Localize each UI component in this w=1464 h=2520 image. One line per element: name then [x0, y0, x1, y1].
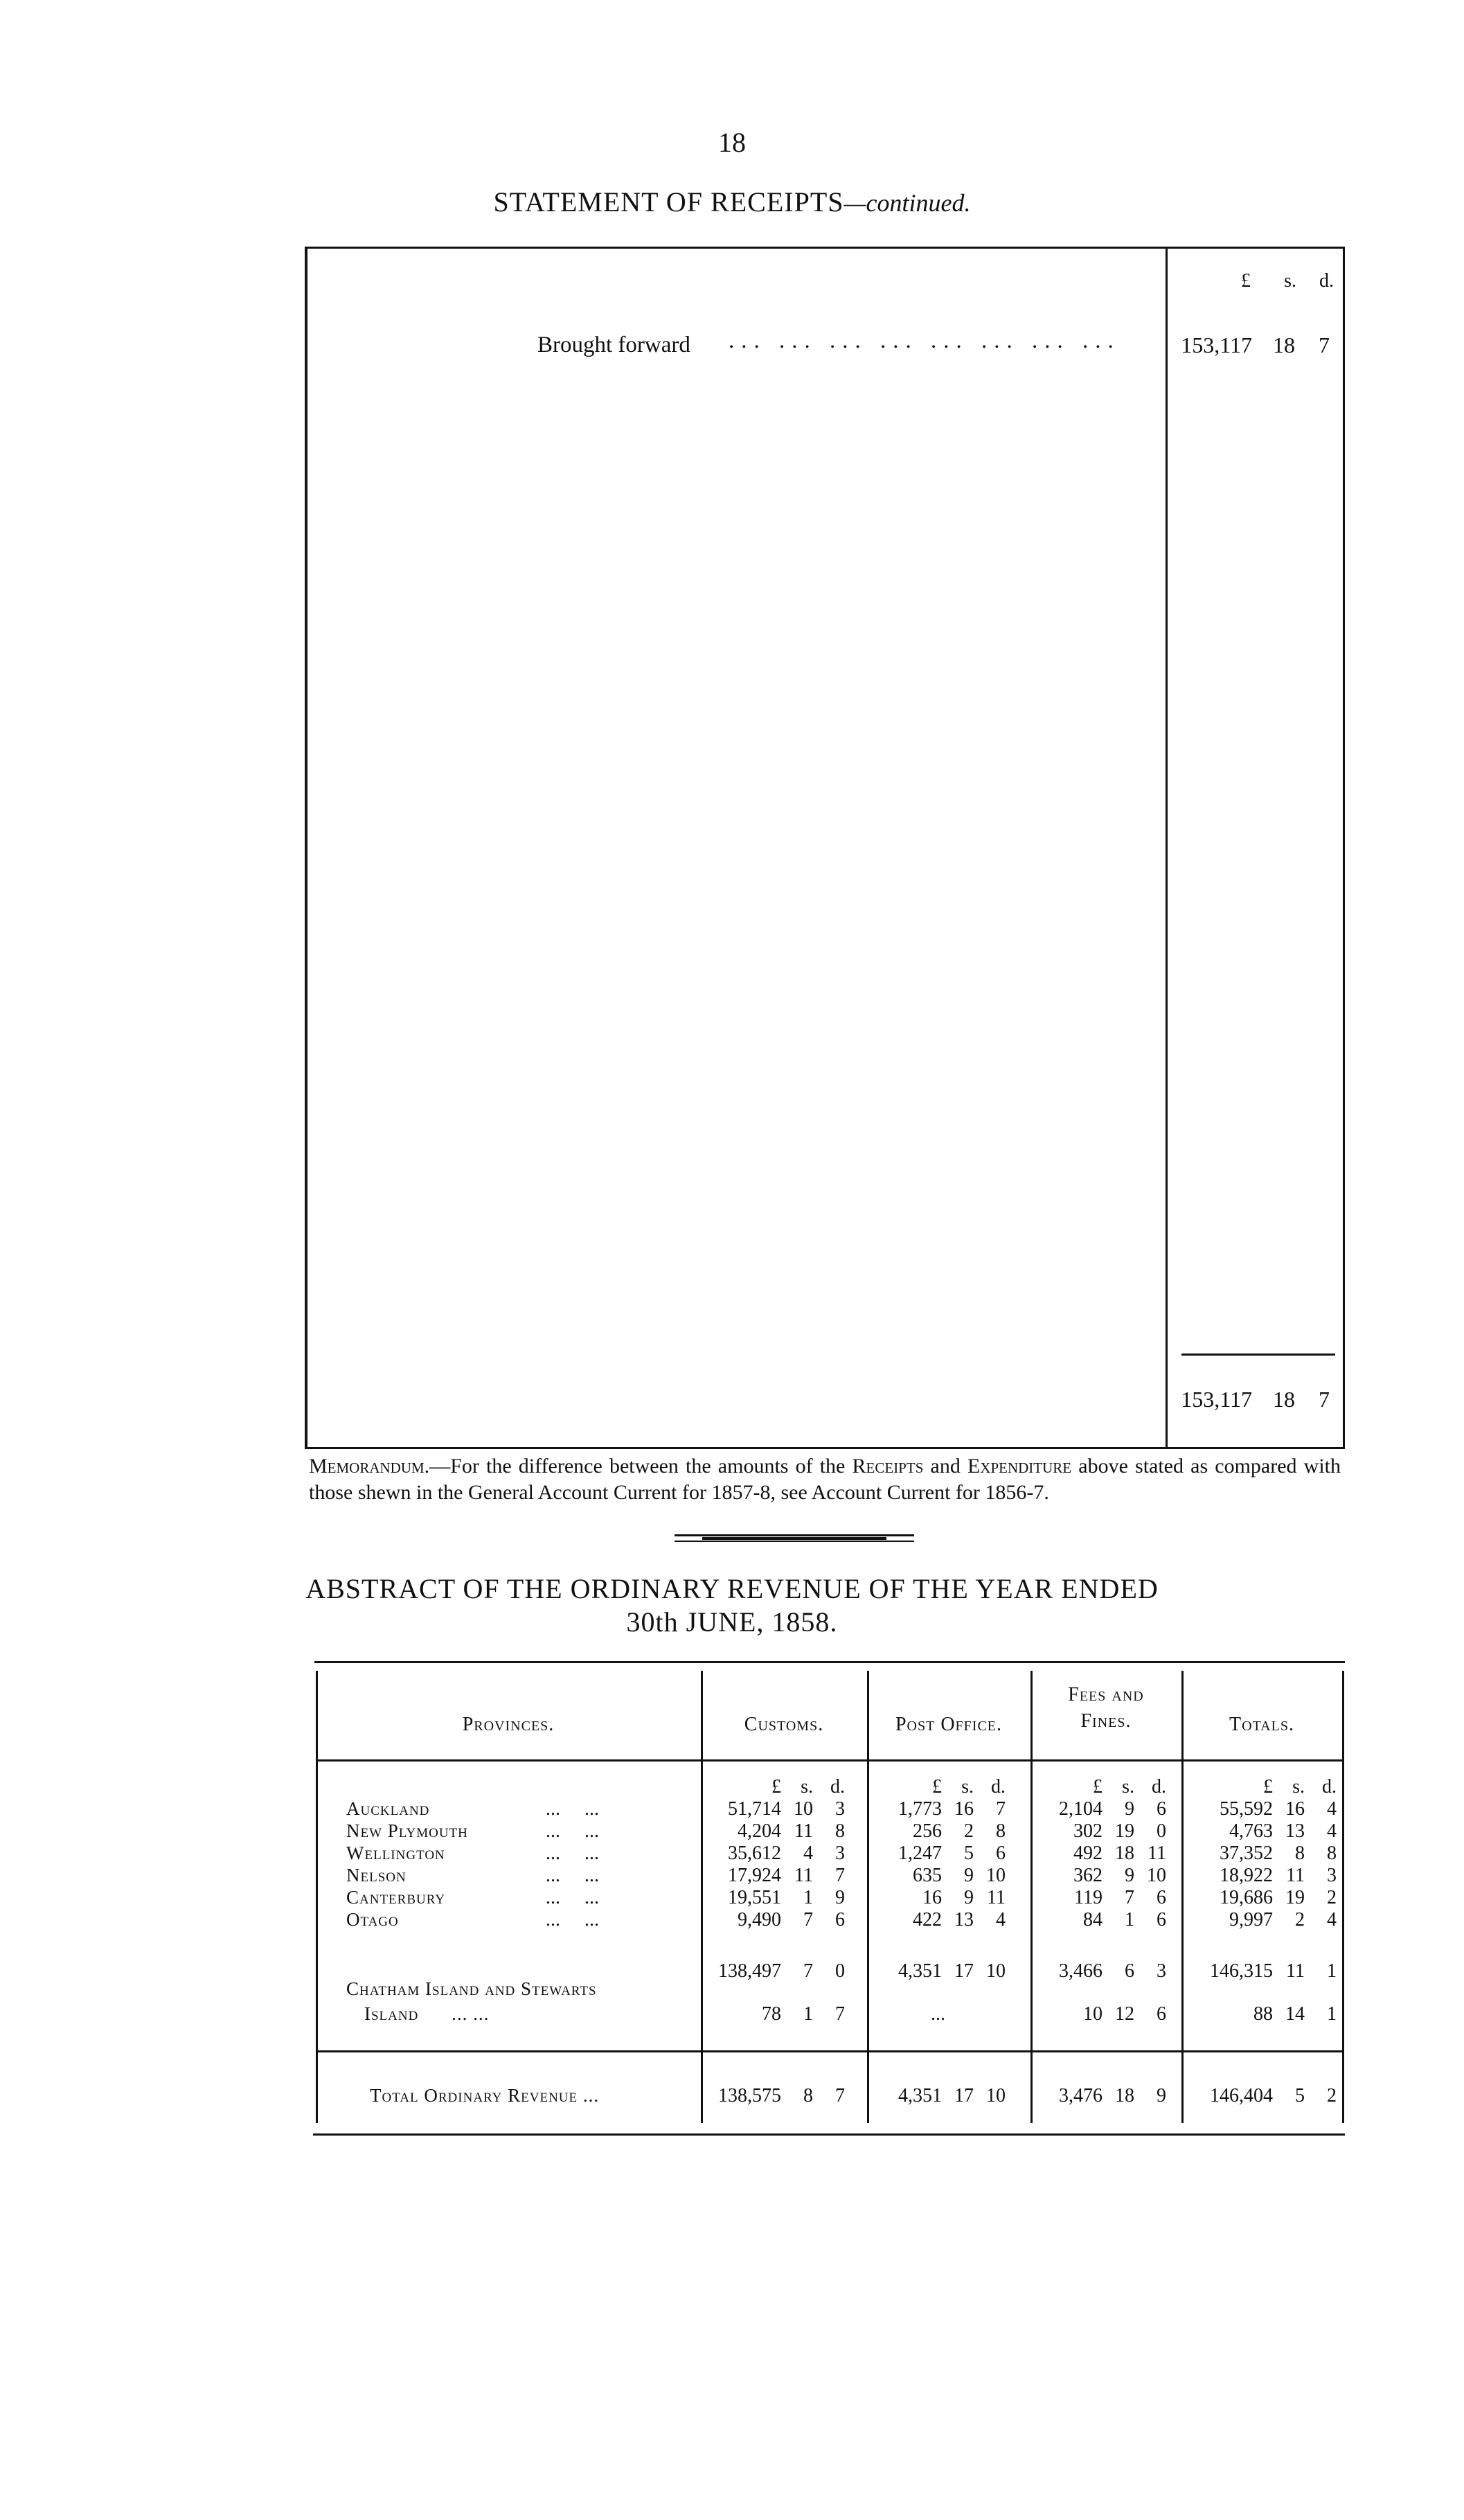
province-totals-amount: [1186, 1843, 1337, 1865]
chatham-name: Island: [364, 2003, 419, 2024]
pounds: 3,476: [1059, 2085, 1103, 2106]
pence: 8: [996, 1820, 1006, 1842]
province-totals-amount: [1186, 1798, 1337, 1820]
total-shillings: 18: [1273, 1387, 1295, 1412]
pence: 10: [1147, 1865, 1166, 1886]
province-name: Wellington: [346, 1843, 445, 1863]
province-leader: ... ...: [546, 1798, 599, 1820]
pounds: 4,763: [1229, 1820, 1273, 1842]
province-leader: ... ...: [546, 1843, 599, 1864]
shillings: 2: [964, 1820, 974, 1842]
pounds: 422: [913, 1909, 942, 1931]
header-fees-line-1: Fees and: [1068, 1684, 1144, 1705]
shillings: 1: [1125, 1909, 1134, 1931]
total-rule: [1181, 1354, 1335, 1356]
shillings: 8: [1295, 1843, 1305, 1864]
pounds: 55,592: [1220, 1798, 1273, 1820]
title-main: STATEMENT OF RECEIPTS: [493, 186, 844, 218]
pounds: 146,315: [1210, 1960, 1273, 1982]
shillings: 5: [1295, 2085, 1305, 2106]
table-top-rule: [314, 1661, 1345, 1663]
header-rule: [316, 1759, 1344, 1762]
pence: 6: [1157, 1798, 1166, 1820]
pence: 6: [1157, 1909, 1166, 1931]
brought-forward-value: [1175, 332, 1338, 358]
table-right-rule: [1342, 1671, 1344, 2123]
chatham-fees: [1032, 2003, 1166, 2025]
total-customs: [704, 2085, 845, 2107]
pence: 10: [986, 1865, 1006, 1886]
shillings: 14: [1285, 2003, 1305, 2025]
box-column-divider: [1166, 247, 1168, 1449]
receipts-box: [305, 247, 1345, 1449]
province-name: Nelson: [346, 1865, 407, 1885]
unit-pence: d.: [991, 1776, 1006, 1798]
shillings: 9: [964, 1865, 974, 1886]
province-name: New Plymouth: [346, 1820, 468, 1841]
shillings: 13: [954, 1909, 974, 1931]
pence: 8: [835, 1820, 845, 1842]
box-right-rule: [1343, 247, 1345, 1449]
shillings: 5: [964, 1843, 974, 1864]
province-leader: ... ...: [546, 1820, 599, 1842]
unit-shilling: s.: [1292, 1776, 1305, 1798]
pounds: 146,404: [1210, 2085, 1273, 2106]
pounds: 4,204: [738, 1820, 781, 1842]
pence: 6: [996, 1843, 1006, 1864]
total-totals: [1186, 2085, 1337, 2107]
pounds: 10: [1083, 2003, 1103, 2025]
pounds: 19,551: [728, 1887, 781, 1908]
pounds: 17,924: [728, 1865, 781, 1886]
bf-shillings: 18: [1273, 332, 1295, 357]
province-post-amount: [870, 1843, 1006, 1865]
shillings: 2: [1295, 1909, 1305, 1931]
chatham-customs: [704, 2003, 845, 2025]
currency-header: [1205, 270, 1334, 292]
province-post-amount: [870, 1798, 1006, 1820]
post-unit-header: [878, 1776, 1006, 1798]
province-fees-amount: [1032, 1820, 1166, 1843]
province-name: Otago: [346, 1909, 399, 1930]
province-post-amount: [870, 1820, 1006, 1843]
pounds: 9,997: [1229, 1909, 1273, 1931]
province-customs-amount: [704, 1865, 845, 1887]
pounds: 1,247: [898, 1843, 942, 1864]
pence: 8: [1327, 1843, 1337, 1864]
pounds: 256: [913, 1820, 942, 1842]
shillings: 10: [794, 1798, 813, 1820]
shillings: 18: [1115, 2085, 1134, 2106]
pounds: 492: [1073, 1843, 1103, 1864]
pence: 6: [1157, 2003, 1166, 2025]
pounds: 18,922: [1220, 1865, 1273, 1886]
province-customs-amount: [704, 1909, 845, 1931]
pence: 3: [835, 1798, 845, 1820]
brought-forward-leader: ... ... ... ... ... ... ... ...: [729, 328, 1121, 353]
province-customs-amount: [704, 1798, 845, 1820]
shillings: 9: [1125, 1798, 1134, 1820]
customs-unit-header: [717, 1776, 845, 1798]
province-post-amount: [870, 1865, 1006, 1887]
pence: 2: [1327, 1887, 1337, 1908]
bf-pounds: 153,117: [1181, 332, 1252, 357]
unit-pound: £: [932, 1776, 942, 1798]
abstract-title-line-1: ABSTRACT OF THE ORDINARY REVENUE OF THE YEAR ENDED: [305, 1573, 1159, 1604]
unit-pence: d.: [830, 1776, 845, 1798]
ornament-rule: [675, 1531, 914, 1543]
total-separator-rule: [316, 2050, 1344, 2052]
province-leader: ... ...: [546, 1865, 599, 1886]
header-fees-fines: [1030, 1682, 1181, 1734]
shillings: 16: [1285, 1798, 1305, 1820]
table-bottom-rule: [313, 2133, 1345, 2136]
shillings: 7: [1125, 1887, 1134, 1908]
unit-pound: £: [771, 1776, 781, 1798]
pence: 6: [835, 1909, 845, 1931]
subtotal-post: [870, 1960, 1006, 1982]
pounds: 9,490: [738, 1909, 781, 1931]
province-totals-amount: [1186, 1865, 1337, 1887]
total-pounds: 153,117: [1181, 1387, 1252, 1412]
unit-pound: £: [1093, 1776, 1103, 1798]
total-fees: [1032, 2085, 1166, 2107]
pence: 3: [835, 1843, 845, 1864]
memo-expenditure: Expenditure: [967, 1455, 1072, 1478]
header-post-office: Post Office.: [895, 1714, 1003, 1735]
unit-shilling: s.: [1122, 1776, 1134, 1798]
pounds: 84: [1083, 1909, 1103, 1931]
chatham-leader: ... ...: [452, 2003, 490, 2024]
shillings: 9: [964, 1887, 974, 1908]
shillings: 7: [803, 1909, 813, 1931]
pence: 9: [835, 1887, 845, 1908]
unit-shilling: s.: [961, 1776, 974, 1798]
chatham-label-line-1: Chatham Island and Stewarts: [346, 1978, 597, 1999]
pound-header: £: [1241, 270, 1251, 292]
title-suffix: —continued.: [843, 189, 971, 217]
shillings: 4: [803, 1843, 813, 1864]
chatham-label-line-2: [364, 2003, 489, 2025]
brought-forward-label: Brought forward: [537, 332, 690, 357]
pence: 3: [1157, 1960, 1166, 1982]
pence: 4: [996, 1909, 1006, 1931]
shillings: 18: [1115, 1843, 1134, 1864]
province-totals-amount: [1186, 1909, 1337, 1931]
province-totals-amount: [1186, 1887, 1337, 1909]
pounds: 302: [1073, 1820, 1103, 1842]
header-provinces: Provinces.: [462, 1714, 555, 1735]
box-left-rule: [305, 247, 307, 1449]
header-fees-line-2: Fines.: [1080, 1710, 1132, 1732]
unit-pound: £: [1263, 1776, 1273, 1798]
pence: 1: [1327, 1960, 1337, 1982]
shilling-header: s.: [1284, 270, 1296, 292]
province-fees-amount: [1032, 1843, 1166, 1865]
memo-and: and: [923, 1455, 967, 1478]
shillings: 12: [1115, 2003, 1134, 2025]
total-revenue-label: Total Ordinary Revenue ...: [370, 2085, 600, 2106]
shillings: 9: [1125, 1865, 1134, 1886]
memo-receipts: Receipts: [852, 1455, 924, 1478]
totals-col-rule: [1181, 1671, 1184, 2123]
pence: 11: [987, 1887, 1006, 1908]
shillings: 13: [1285, 1820, 1305, 1842]
pence: 11: [1148, 1843, 1166, 1864]
pounds: 3,466: [1059, 1960, 1103, 1982]
pence: 1: [1327, 2003, 1337, 2025]
province-fees-amount: [1032, 1909, 1166, 1931]
pence: 3: [1327, 1865, 1337, 1886]
subtotal-totals: [1186, 1960, 1337, 1982]
abstract-title-line-2: 30th JUNE, 1858.: [626, 1606, 838, 1638]
province-name: Auckland: [346, 1798, 430, 1819]
province-name: Canterbury: [346, 1887, 446, 1908]
totals-unit-header: [1198, 1776, 1337, 1798]
pounds: 4,351: [898, 2085, 942, 2106]
total-post: [870, 2085, 1006, 2107]
province-post-amount: [870, 1909, 1006, 1931]
province-customs-amount: [704, 1843, 845, 1865]
memo-text-1: —For the difference between the amounts of the: [429, 1455, 852, 1478]
pounds: 19,686: [1220, 1887, 1273, 1908]
shillings: 11: [794, 1865, 813, 1886]
header-totals: Totals.: [1229, 1714, 1294, 1735]
box-top-rule: [305, 247, 1345, 249]
table-left-rule: [316, 1671, 318, 2123]
box-bottom-rule: [305, 1447, 1345, 1449]
unit-pence: d.: [1152, 1776, 1166, 1798]
receipts-total-value: [1175, 1387, 1338, 1412]
shillings: 11: [1286, 1865, 1305, 1886]
pence-header: d.: [1319, 270, 1334, 292]
shillings: 8: [803, 2085, 813, 2106]
pounds: 88: [1253, 2003, 1273, 2025]
pounds: 51,714: [728, 1798, 781, 1820]
pence: 10: [986, 1960, 1006, 1982]
bf-pence: 7: [1319, 332, 1330, 357]
page-number: 18: [718, 127, 746, 158]
abstract-title: [208, 1572, 1256, 1639]
province-totals-amount: [1186, 1820, 1337, 1843]
province-customs-amount: [704, 1887, 845, 1909]
pence: 7: [835, 2003, 845, 2025]
shillings: 7: [803, 1960, 813, 1982]
pence: 6: [1157, 1887, 1166, 1908]
pence: 9: [1157, 2085, 1166, 2106]
shillings: 1: [803, 1887, 813, 1908]
fees-unit-header: [1039, 1776, 1166, 1798]
total-pence: 7: [1319, 1387, 1330, 1412]
pence: 0: [835, 1960, 845, 1982]
pounds: 78: [762, 2003, 781, 2025]
pounds: 362: [1073, 1865, 1103, 1886]
shillings: 19: [1285, 1887, 1305, 1908]
province-leader: ... ...: [546, 1887, 599, 1908]
province-post-amount: [870, 1887, 1006, 1909]
header-customs: Customs.: [744, 1714, 824, 1735]
pounds: 138,497: [718, 1960, 781, 1982]
unit-pence: d.: [1322, 1776, 1337, 1798]
pence: 7: [996, 1798, 1006, 1820]
subtotal-fees: [1032, 1960, 1166, 1982]
pounds: 138,575: [718, 2085, 781, 2106]
memo-text-2: above stated as compared with those shewn in the General Account Current for 1857-8, see Account Current for 1856-7.: [309, 1455, 1341, 1504]
pounds: 16: [922, 1887, 942, 1908]
unit-shilling: s.: [801, 1776, 813, 1798]
pounds: 1,773: [898, 1798, 942, 1820]
province-fees-amount: [1032, 1798, 1166, 1820]
shillings: 17: [954, 1960, 974, 1982]
province-leader: ... ...: [546, 1909, 599, 1931]
memorandum: [309, 1453, 1341, 1506]
pence: 0: [1157, 1820, 1166, 1842]
pounds: 119: [1074, 1887, 1103, 1908]
pence: 10: [986, 2085, 1006, 2106]
subtotal-customs: [704, 1960, 845, 1982]
pence: 4: [1327, 1909, 1337, 1931]
pence: 4: [1327, 1798, 1337, 1820]
pence: 4: [1327, 1820, 1337, 1842]
shillings: 1: [803, 2003, 813, 2025]
page-title: [0, 186, 1464, 218]
pounds: 635: [913, 1865, 942, 1886]
shillings: 11: [794, 1820, 813, 1842]
shillings: 19: [1115, 1820, 1134, 1842]
pounds: 35,612: [728, 1843, 781, 1864]
shillings: 6: [1125, 1960, 1134, 1982]
pence: 2: [1327, 2085, 1337, 2106]
pounds: 37,352: [1220, 1843, 1273, 1864]
chatham-post: ...: [931, 2003, 945, 2025]
memo-lead: Memorandum.: [309, 1455, 430, 1478]
post-col-rule: [867, 1671, 869, 2123]
pounds: 4,351: [898, 1960, 942, 1982]
pence: 7: [835, 1865, 845, 1886]
shillings: 16: [954, 1798, 974, 1820]
province-customs-amount: [704, 1820, 845, 1843]
customs-col-rule: [701, 1671, 703, 2123]
shillings: 17: [954, 2085, 974, 2106]
pence: 7: [835, 2085, 845, 2106]
chatham-totals: [1186, 2003, 1337, 2025]
shillings: 11: [1286, 1960, 1305, 1982]
province-fees-amount: [1032, 1887, 1166, 1909]
pounds: 2,104: [1059, 1798, 1103, 1820]
province-fees-amount: [1032, 1865, 1166, 1887]
